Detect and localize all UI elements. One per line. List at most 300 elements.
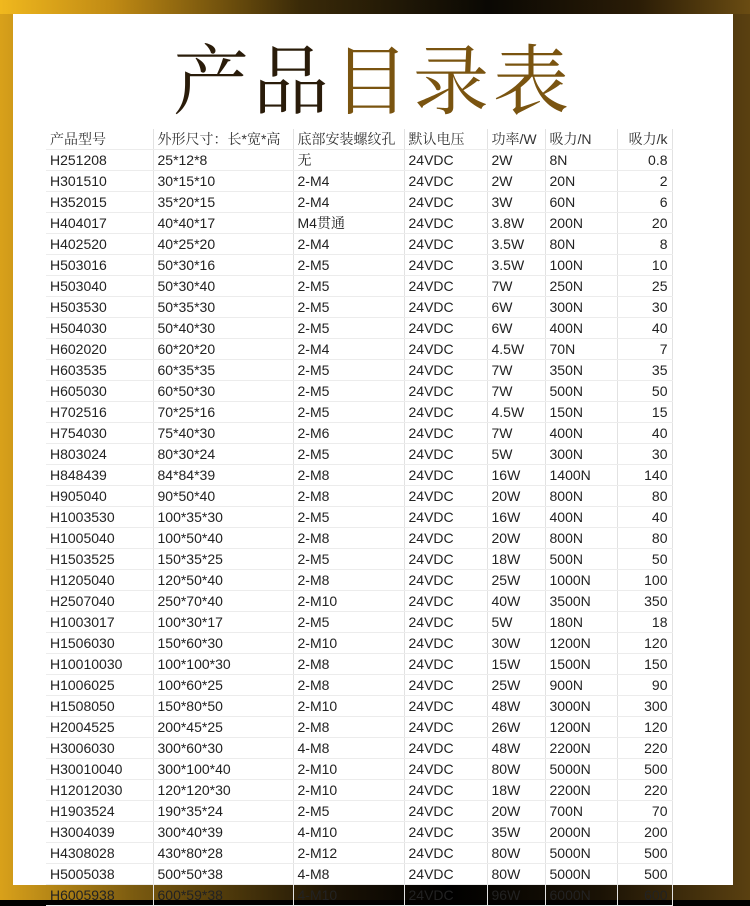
table-header-row [46, 129, 672, 150]
cell-force-kg: 600 [617, 885, 672, 906]
cell-model: H2004525 [46, 717, 153, 738]
cell-power: 7W [487, 276, 545, 297]
cell-force-kg: 350 [617, 591, 672, 612]
title-part-1: 产品 [173, 37, 333, 126]
cell-model: H1903524 [46, 801, 153, 822]
cell-power: 18W [487, 780, 545, 801]
cell-power: 6W [487, 318, 545, 339]
cell-mount-thread: 2-M4 [293, 192, 404, 213]
cell-force-n: 1000N [545, 570, 617, 591]
cell-voltage: 24VDC [404, 171, 487, 192]
cell-mount-thread: 2-M8 [293, 570, 404, 591]
cell-force-kg: 0.8 [617, 150, 672, 171]
table-row [46, 612, 672, 633]
header-force-kg: 吸力/k [617, 129, 672, 150]
cell-force-kg: 500 [617, 864, 672, 885]
cell-model: H301510 [46, 171, 153, 192]
cell-mount-thread: 2-M8 [293, 717, 404, 738]
table-row [46, 276, 672, 297]
cell-dimensions: 100*60*25 [153, 675, 293, 696]
cell-model: H404017 [46, 213, 153, 234]
cell-power: 7W [487, 381, 545, 402]
cell-voltage: 24VDC [404, 423, 487, 444]
cell-force-n: 300N [545, 297, 617, 318]
cell-dimensions: 100*50*40 [153, 528, 293, 549]
cell-mount-thread: 2-M10 [293, 633, 404, 654]
cell-force-n: 5000N [545, 864, 617, 885]
cell-force-kg: 30 [617, 444, 672, 465]
cell-mount-thread: 2-M5 [293, 801, 404, 822]
cell-force-n: 400N [545, 318, 617, 339]
cell-force-n: 1500N [545, 654, 617, 675]
cell-dimensions: 600*59*38 [153, 885, 293, 906]
cell-power: 80W [487, 843, 545, 864]
cell-force-n: 1200N [545, 633, 617, 654]
cell-dimensions: 60*20*20 [153, 339, 293, 360]
table-row [46, 801, 672, 822]
cell-force-kg: 40 [617, 318, 672, 339]
cell-force-kg: 6 [617, 192, 672, 213]
cell-dimensions: 60*35*35 [153, 360, 293, 381]
cell-dimensions: 120*50*40 [153, 570, 293, 591]
cell-force-kg: 100 [617, 570, 672, 591]
cell-model: H352015 [46, 192, 153, 213]
cell-force-n: 900N [545, 675, 617, 696]
table-row [46, 885, 672, 906]
table-row [46, 738, 672, 759]
cell-dimensions: 120*120*30 [153, 780, 293, 801]
cell-model: H1506030 [46, 633, 153, 654]
cell-voltage: 24VDC [404, 885, 487, 906]
cell-force-kg: 150 [617, 654, 672, 675]
cell-model: H702516 [46, 402, 153, 423]
cell-force-n: 2000N [545, 822, 617, 843]
product-table [46, 129, 673, 906]
cell-power: 3.5W [487, 255, 545, 276]
cell-voltage: 24VDC [404, 297, 487, 318]
cell-voltage: 24VDC [404, 675, 487, 696]
cell-voltage: 24VDC [404, 759, 487, 780]
cell-dimensions: 300*60*30 [153, 738, 293, 759]
cell-model: H3004039 [46, 822, 153, 843]
cell-model: H10010030 [46, 654, 153, 675]
cell-power: 6W [487, 297, 545, 318]
cell-power: 96W [487, 885, 545, 906]
cell-power: 48W [487, 696, 545, 717]
header-model: 产品型号 [46, 129, 153, 150]
cell-dimensions: 70*25*16 [153, 402, 293, 423]
cell-force-n: 350N [545, 360, 617, 381]
frame-top-band [0, 0, 750, 14]
cell-dimensions: 300*100*40 [153, 759, 293, 780]
cell-voltage: 24VDC [404, 360, 487, 381]
table-row [46, 444, 672, 465]
cell-mount-thread: 2-M5 [293, 255, 404, 276]
cell-voltage: 24VDC [404, 780, 487, 801]
cell-model: H503530 [46, 297, 153, 318]
cell-power: 35W [487, 822, 545, 843]
cell-model: H1003530 [46, 507, 153, 528]
cell-force-kg: 50 [617, 549, 672, 570]
table-row [46, 570, 672, 591]
cell-dimensions: 75*40*30 [153, 423, 293, 444]
cell-voltage: 24VDC [404, 339, 487, 360]
cell-dimensions: 150*80*50 [153, 696, 293, 717]
table-row [46, 822, 672, 843]
cell-force-n: 400N [545, 423, 617, 444]
cell-mount-thread: 2-M4 [293, 171, 404, 192]
cell-dimensions: 50*30*16 [153, 255, 293, 276]
cell-force-kg: 10 [617, 255, 672, 276]
cell-mount-thread: 2-M10 [293, 780, 404, 801]
cell-voltage: 24VDC [404, 738, 487, 759]
cell-force-kg: 40 [617, 507, 672, 528]
cell-force-kg: 25 [617, 276, 672, 297]
cell-power: 16W [487, 465, 545, 486]
table-row [46, 486, 672, 507]
cell-power: 3.5W [487, 234, 545, 255]
cell-model: H2507040 [46, 591, 153, 612]
table-row [46, 150, 672, 171]
cell-model: H1205040 [46, 570, 153, 591]
cell-force-kg: 30 [617, 297, 672, 318]
cell-voltage: 24VDC [404, 192, 487, 213]
cell-power: 7W [487, 423, 545, 444]
cell-power: 40W [487, 591, 545, 612]
cell-dimensions: 50*35*30 [153, 297, 293, 318]
cell-mount-thread: 2-M8 [293, 528, 404, 549]
cell-force-n: 1400N [545, 465, 617, 486]
table-row [46, 717, 672, 738]
cell-voltage: 24VDC [404, 633, 487, 654]
cell-mount-thread: 2-M5 [293, 612, 404, 633]
table-row [46, 234, 672, 255]
cell-force-kg: 80 [617, 528, 672, 549]
table-row [46, 213, 672, 234]
cell-power: 25W [487, 675, 545, 696]
cell-force-n: 800N [545, 486, 617, 507]
cell-power: 15W [487, 654, 545, 675]
cell-dimensions: 100*100*30 [153, 654, 293, 675]
table-row [46, 507, 672, 528]
cell-voltage: 24VDC [404, 549, 487, 570]
cell-model: H1003017 [46, 612, 153, 633]
cell-model: H1005040 [46, 528, 153, 549]
cell-force-kg: 220 [617, 780, 672, 801]
header-force-n: 吸力/N [545, 129, 617, 150]
cell-power: 4.5W [487, 402, 545, 423]
cell-mount-thread: 4-M10 [293, 822, 404, 843]
table-row [46, 192, 672, 213]
cell-mount-thread: 2-M10 [293, 591, 404, 612]
cell-dimensions: 200*45*25 [153, 717, 293, 738]
table-row [46, 255, 672, 276]
cell-model: H503016 [46, 255, 153, 276]
cell-dimensions: 190*35*24 [153, 801, 293, 822]
cell-force-kg: 7 [617, 339, 672, 360]
cell-mount-thread: 2-M10 [293, 759, 404, 780]
cell-mount-thread: 2-M5 [293, 507, 404, 528]
cell-voltage: 24VDC [404, 654, 487, 675]
cell-force-n: 5000N [545, 843, 617, 864]
cell-force-kg: 40 [617, 423, 672, 444]
cell-dimensions: 150*35*25 [153, 549, 293, 570]
cell-force-n: 60N [545, 192, 617, 213]
cell-mount-thread: 2-M8 [293, 486, 404, 507]
cell-force-kg: 200 [617, 822, 672, 843]
cell-power: 80W [487, 864, 545, 885]
cell-force-kg: 140 [617, 465, 672, 486]
cell-voltage: 24VDC [404, 864, 487, 885]
cell-voltage: 24VDC [404, 591, 487, 612]
cell-voltage: 24VDC [404, 843, 487, 864]
cell-model: H1006025 [46, 675, 153, 696]
cell-power: 5W [487, 612, 545, 633]
cell-model: H848439 [46, 465, 153, 486]
cell-voltage: 24VDC [404, 402, 487, 423]
cell-model: H603535 [46, 360, 153, 381]
cell-model: H5005038 [46, 864, 153, 885]
cell-force-kg: 8 [617, 234, 672, 255]
cell-voltage: 24VDC [404, 801, 487, 822]
cell-power: 25W [487, 570, 545, 591]
cell-power: 5W [487, 444, 545, 465]
cell-mount-thread: 2-M10 [293, 696, 404, 717]
cell-dimensions: 40*40*17 [153, 213, 293, 234]
cell-dimensions: 300*40*39 [153, 822, 293, 843]
cell-mount-thread: 2-M5 [293, 297, 404, 318]
cell-voltage: 24VDC [404, 234, 487, 255]
table-row [46, 318, 672, 339]
cell-voltage: 24VDC [404, 507, 487, 528]
cell-mount-thread: 2-M5 [293, 549, 404, 570]
cell-mount-thread: 2-M6 [293, 423, 404, 444]
cell-dimensions: 30*15*10 [153, 171, 293, 192]
cell-force-n: 400N [545, 507, 617, 528]
cell-model: H1503525 [46, 549, 153, 570]
cell-voltage: 24VDC [404, 465, 487, 486]
table-row [46, 528, 672, 549]
cell-force-n: 20N [545, 171, 617, 192]
cell-voltage: 24VDC [404, 528, 487, 549]
cell-power: 80W [487, 759, 545, 780]
cell-mount-thread: 2-M5 [293, 360, 404, 381]
cell-mount-thread: 2-M8 [293, 465, 404, 486]
table-row [46, 759, 672, 780]
cell-force-kg: 220 [617, 738, 672, 759]
cell-force-kg: 80 [617, 486, 672, 507]
cell-dimensions: 150*60*30 [153, 633, 293, 654]
cell-force-n: 500N [545, 549, 617, 570]
cell-force-kg: 300 [617, 696, 672, 717]
cell-force-kg: 15 [617, 402, 672, 423]
cell-power: 20W [487, 528, 545, 549]
cell-voltage: 24VDC [404, 717, 487, 738]
cell-power: 30W [487, 633, 545, 654]
cell-power: 48W [487, 738, 545, 759]
cell-mount-thread: 2-M12 [293, 843, 404, 864]
cell-mount-thread: 2-M8 [293, 675, 404, 696]
cell-force-n: 80N [545, 234, 617, 255]
cell-model: H605030 [46, 381, 153, 402]
cell-force-kg: 2 [617, 171, 672, 192]
cell-force-n: 800N [545, 528, 617, 549]
cell-mount-thread: 无 [293, 150, 404, 171]
table-row [46, 633, 672, 654]
table-row [46, 780, 672, 801]
cell-mount-thread: 2-M8 [293, 654, 404, 675]
table-row [46, 423, 672, 444]
cell-force-n: 300N [545, 444, 617, 465]
cell-voltage: 24VDC [404, 150, 487, 171]
cell-mount-thread: 2-M4 [293, 234, 404, 255]
cell-mount-thread: 2-M5 [293, 381, 404, 402]
cell-model: H30010040 [46, 759, 153, 780]
cell-power: 2W [487, 171, 545, 192]
cell-force-kg: 500 [617, 843, 672, 864]
header-mount-thread: 底部安装螺纹孔 [293, 129, 404, 150]
header-voltage: 默认电压 [404, 129, 487, 150]
cell-model: H251208 [46, 150, 153, 171]
cell-dimensions: 25*12*8 [153, 150, 293, 171]
cell-force-n: 70N [545, 339, 617, 360]
cell-model: H402520 [46, 234, 153, 255]
cell-force-kg: 20 [617, 213, 672, 234]
cell-dimensions: 80*30*24 [153, 444, 293, 465]
cell-force-kg: 70 [617, 801, 672, 822]
cell-power: 2W [487, 150, 545, 171]
cell-mount-thread: 2-M5 [293, 276, 404, 297]
cell-force-n: 500N [545, 381, 617, 402]
cell-force-kg: 90 [617, 675, 672, 696]
table-row [46, 381, 672, 402]
cell-voltage: 24VDC [404, 444, 487, 465]
cell-model: H6005938 [46, 885, 153, 906]
cell-mount-thread: 4-M10 [293, 885, 404, 906]
cell-dimensions: 250*70*40 [153, 591, 293, 612]
cell-force-n: 2200N [545, 780, 617, 801]
cell-force-n: 6000N [545, 885, 617, 906]
cell-power: 3.8W [487, 213, 545, 234]
table-row [46, 549, 672, 570]
cell-voltage: 24VDC [404, 318, 487, 339]
table-row [46, 171, 672, 192]
cell-voltage: 24VDC [404, 486, 487, 507]
cell-force-n: 8N [545, 150, 617, 171]
cell-power: 20W [487, 801, 545, 822]
cell-force-n: 150N [545, 402, 617, 423]
cell-power: 7W [487, 360, 545, 381]
cell-dimensions: 35*20*15 [153, 192, 293, 213]
title-part-2: 目录表 [333, 37, 573, 126]
cell-model: H12012030 [46, 780, 153, 801]
cell-power: 18W [487, 549, 545, 570]
cell-mount-thread: 2-M5 [293, 444, 404, 465]
cell-model: H503040 [46, 276, 153, 297]
cell-force-n: 2200N [545, 738, 617, 759]
cell-force-n: 100N [545, 255, 617, 276]
table-row [46, 402, 672, 423]
cell-power: 4.5W [487, 339, 545, 360]
cell-force-n: 1200N [545, 717, 617, 738]
cell-dimensions: 40*25*20 [153, 234, 293, 255]
cell-power: 20W [487, 486, 545, 507]
cell-voltage: 24VDC [404, 822, 487, 843]
table-row [46, 360, 672, 381]
cell-dimensions: 50*40*30 [153, 318, 293, 339]
cell-mount-thread: M4贯通 [293, 213, 404, 234]
cell-force-kg: 18 [617, 612, 672, 633]
cell-dimensions: 60*50*30 [153, 381, 293, 402]
cell-model: H1508050 [46, 696, 153, 717]
table-row [46, 297, 672, 318]
cell-force-n: 3500N [545, 591, 617, 612]
cell-mount-thread: 4-M8 [293, 864, 404, 885]
cell-force-kg: 50 [617, 381, 672, 402]
header-power: 功率/W [487, 129, 545, 150]
cell-force-kg: 120 [617, 717, 672, 738]
cell-model: H4308028 [46, 843, 153, 864]
cell-force-n: 700N [545, 801, 617, 822]
cell-force-kg: 500 [617, 759, 672, 780]
cell-voltage: 24VDC [404, 696, 487, 717]
cell-force-kg: 120 [617, 633, 672, 654]
cell-voltage: 24VDC [404, 381, 487, 402]
header-dimensions: 外形尺寸：长*宽*高 [153, 129, 293, 150]
cell-force-n: 5000N [545, 759, 617, 780]
cell-force-kg: 35 [617, 360, 672, 381]
cell-mount-thread: 2-M4 [293, 339, 404, 360]
cell-mount-thread: 2-M5 [293, 402, 404, 423]
cell-power: 26W [487, 717, 545, 738]
table-row [46, 675, 672, 696]
table-row [46, 843, 672, 864]
cell-voltage: 24VDC [404, 612, 487, 633]
cell-model: H905040 [46, 486, 153, 507]
cell-dimensions: 500*50*38 [153, 864, 293, 885]
cell-force-n: 200N [545, 213, 617, 234]
cell-dimensions: 430*80*28 [153, 843, 293, 864]
page-title [13, 36, 733, 128]
cell-voltage: 24VDC [404, 276, 487, 297]
table-row [46, 654, 672, 675]
cell-force-n: 250N [545, 276, 617, 297]
cell-model: H3006030 [46, 738, 153, 759]
cell-dimensions: 90*50*40 [153, 486, 293, 507]
table-row [46, 465, 672, 486]
cell-model: H602020 [46, 339, 153, 360]
cell-model: H803024 [46, 444, 153, 465]
cell-voltage: 24VDC [404, 213, 487, 234]
table-row [46, 696, 672, 717]
cell-dimensions: 50*30*40 [153, 276, 293, 297]
cell-power: 3W [487, 192, 545, 213]
cell-model: H504030 [46, 318, 153, 339]
table-row [46, 339, 672, 360]
cell-model: H754030 [46, 423, 153, 444]
table-row [46, 864, 672, 885]
table-row [46, 591, 672, 612]
cell-dimensions: 100*35*30 [153, 507, 293, 528]
cell-mount-thread: 4-M8 [293, 738, 404, 759]
cell-force-n: 3000N [545, 696, 617, 717]
cell-voltage: 24VDC [404, 570, 487, 591]
cell-voltage: 24VDC [404, 255, 487, 276]
cell-dimensions: 84*84*39 [153, 465, 293, 486]
cell-mount-thread: 2-M5 [293, 318, 404, 339]
cell-force-n: 180N [545, 612, 617, 633]
cell-dimensions: 100*30*17 [153, 612, 293, 633]
